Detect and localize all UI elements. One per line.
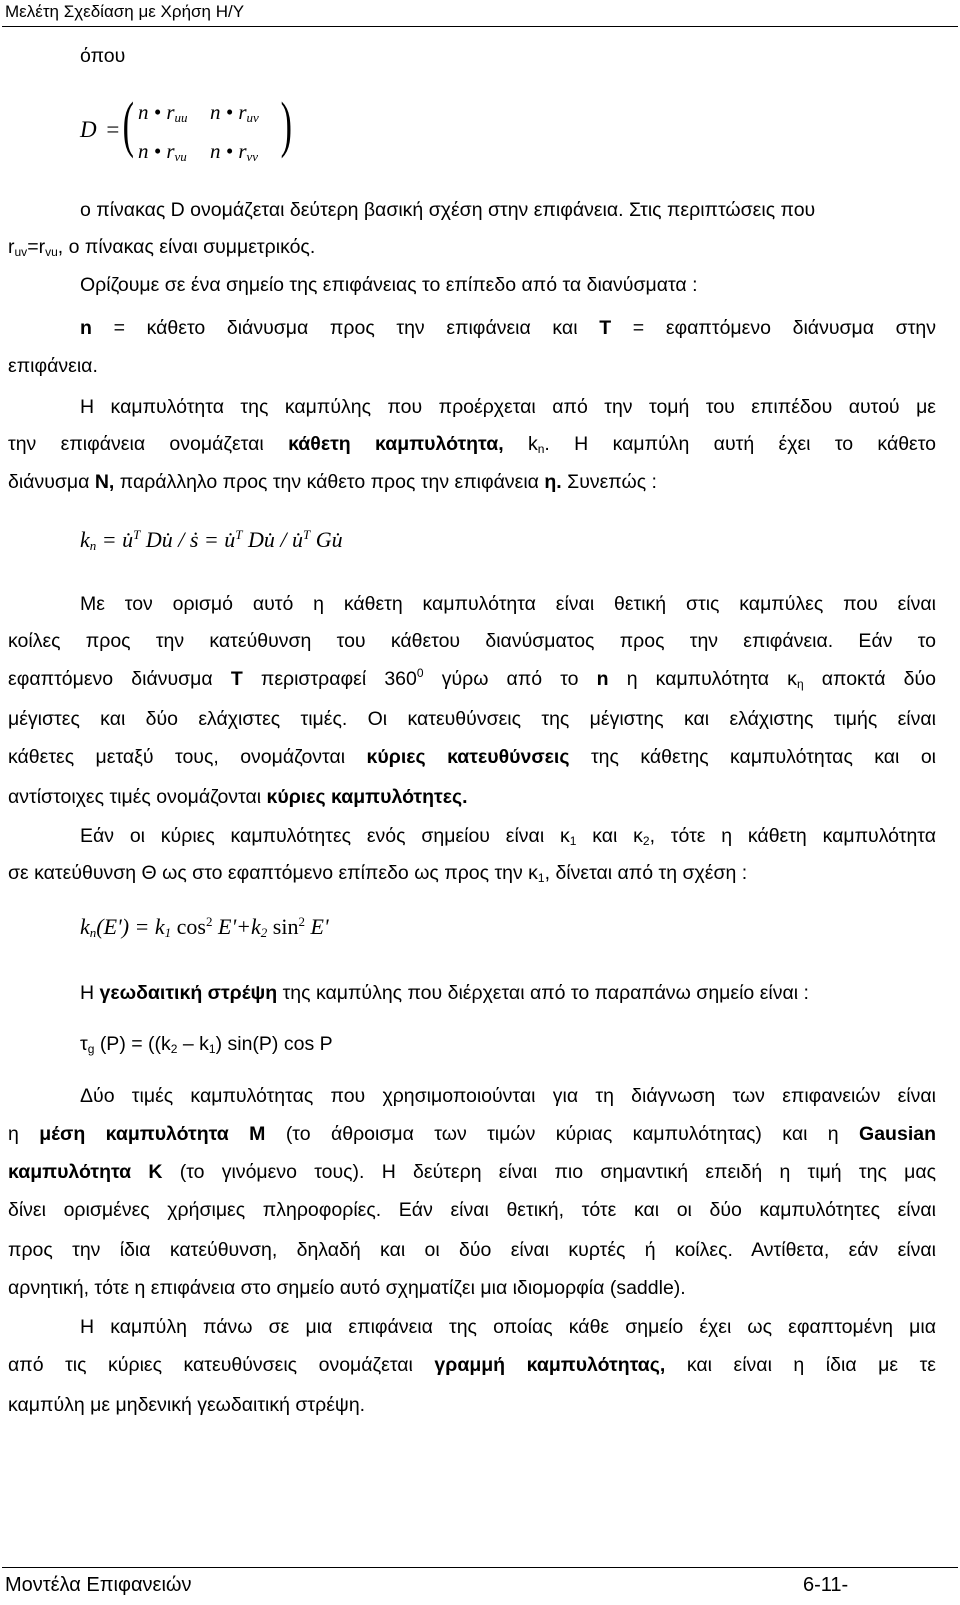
paragraph-line: $r_{uv}=r_{vu}$, ο πίνακας είναι συμμετρικός. <box>8 236 316 259</box>
matrix-left-paren: ( <box>122 91 135 159</box>
paragraph-line: καμπυλότητα K (το γινόμενο τους). Η δεύτερη είναι πιο σημαντική επειδή η τιμή της μας <box>8 1161 936 1183</box>
equation-geodesic-torsion: $\tau_g$ $(P) = ((k_2 - k_1)$ sin(P) cos P <box>80 1033 333 1056</box>
footer-chapter-title: Μοντέλα Επιφανειών <box>5 1574 192 1596</box>
paragraph-line: αντίστοιχες τιμές ονομάζονται κύριες καμπυλότητες. <box>8 786 468 808</box>
paragraph-line: η μέση καμπυλότητα M (το άθροισμα των τιμών κύριας καμπυλότητας) και η Gausian <box>8 1123 936 1145</box>
matrix-cell-vv: n • $r_{vv}$ <box>210 139 259 164</box>
footer-rule <box>2 1567 958 1568</box>
paragraph-line: Με τον ορισμό αυτό η κάθετη καμπυλότητα είναι θετική στις καμπύλες που είναι <box>80 593 936 615</box>
footer-page-number: 6-11- <box>803 1574 849 1596</box>
paragraph-line: Ορίζουμε σε ένα σημείο της επιφάνειας το επίπεδο από τα διανύσματα : <box>80 274 698 296</box>
paragraph-line: Η καμπύλη πάνω σε μια επιφάνεια της οποίας κάθε σημείο έχει ως εφαπτομένη μια <box>80 1316 936 1338</box>
paragraph-line: Δύο τιμές καμπυλότητας που χρησιμοποιούνται για τη διάγνωση των επιφανειών είναι <box>80 1085 936 1107</box>
matrix-symbol: D <box>80 117 97 142</box>
text-opou: όπου <box>80 45 126 67</box>
paragraph-line: μέγιστες και δύο ελάχιστες τιμές. Οι κατευθύνσεις της μέγιστης και ελάχιστης τιμής είναι <box>8 708 936 730</box>
paragraph-line: εφαπτόμενο διάνυσμα T περιστραφεί $360^0$ γύρω από το n η καμπυλότητα $\kappa_\eta$ αποκτά δύο <box>8 666 936 691</box>
matrix-lhs <box>80 117 119 143</box>
matrix-eq: = <box>106 117 120 142</box>
paragraph-line: n = κάθετο διάνυσμα προς την επιφάνεια και T = εφαπτόμενο διάνυσμα στην <box>80 317 937 339</box>
paragraph-line: αρνητική, τότε η επιφάνεια στο σημείο αυτό σχηματίζει μια ιδιομορφία (saddle). <box>8 1277 686 1299</box>
paragraph-line: ο πίνακας D ονομάζεται δεύτερη βασική σχέση στην επιφάνεια. Στις περιπτώσεις που <box>80 199 816 221</box>
header-rule <box>2 26 958 27</box>
paragraph-line: Η καμπυλότητα της καμπύλης που προέρχεται από την τομή του επιπέδου αυτού με <box>80 396 936 418</box>
matrix-cell-vu: n • $r_{vu}$ <box>138 139 187 164</box>
paragraph-line: κάθετες μεταξύ τους, ονομάζονται κύριες κατευθύνσεις της κάθετης καμπυλότητας και οι <box>8 746 937 768</box>
paragraph-line: την επιφάνεια ονομάζεται κάθετη καμπυλότητα, $k_n$. Η καμπύλη αυτή έχει το κάθετο <box>8 433 937 456</box>
paragraph-line: Εάν οι κύριες καμπυλότητες ενός σημείου είναι $\kappa_1$ και $\kappa_2$, τότε η κάθετη καμπυλότητα <box>80 825 936 848</box>
equation-normal-curvature: $k_n$ = u̇$^T$ Du̇ / ṡ = u̇$^T$ Du̇ / u̇$^T$ Gu̇ <box>80 527 343 553</box>
paragraph-line: κοίλες προς την κατεύθυνση του κάθετου διανύσματος προς την επιφάνεια. Εάν το <box>8 630 936 652</box>
paragraph-line: επιφάνεια. <box>8 355 98 377</box>
equation-euler: $k_n(E') = k_1$ $\cos^2 E'+k_2$ $\sin^2 E'$ <box>80 914 329 940</box>
paragraph-line: καμπύλη με μηδενική γεωδαιτική στρέψη. <box>8 1394 366 1416</box>
paragraph-line: από τις κύριες κατευθύνσεις ονομάζεται γραμμή καμπυλότητας, και είναι η ίδια με τε <box>8 1354 936 1376</box>
paragraph-line: προς την ίδια κατεύθυνση, δηλαδή και οι δύο είναι κυρτές ή κοίλες. Αντίθετα, εάν είναι <box>8 1239 936 1261</box>
paragraph-line: σε κατεύθυνση Θ ως στο εφαπτόμενο επίπεδο ως προς την $\kappa_1$, δίνεται από τη σχέση : <box>8 862 748 885</box>
matrix-cell-uu: n • $r_{uu}$ <box>138 100 188 125</box>
paragraph-line: δίνει ορισμένες χρήσιμες πληροφορίες. Εάν είναι θετική, τότε και οι δύο καμπυλότητες είναι <box>8 1199 936 1221</box>
page-header-title: Μελέτη Σχεδίαση με Χρήση Η/Υ <box>5 2 245 21</box>
matrix-right-paren: ) <box>280 91 293 159</box>
paragraph-line: Η γεωδαιτική στρέψη της καμπύλης που διέρχεται από το παραπάνω σημείο είναι : <box>80 982 809 1004</box>
paragraph-line: διάνυσμα N, παράλληλο προς την κάθετο προς την επιφάνεια η. Συνεπώς : <box>8 471 657 493</box>
matrix-cell-uv: n • $r_{uv}$ <box>210 100 259 125</box>
